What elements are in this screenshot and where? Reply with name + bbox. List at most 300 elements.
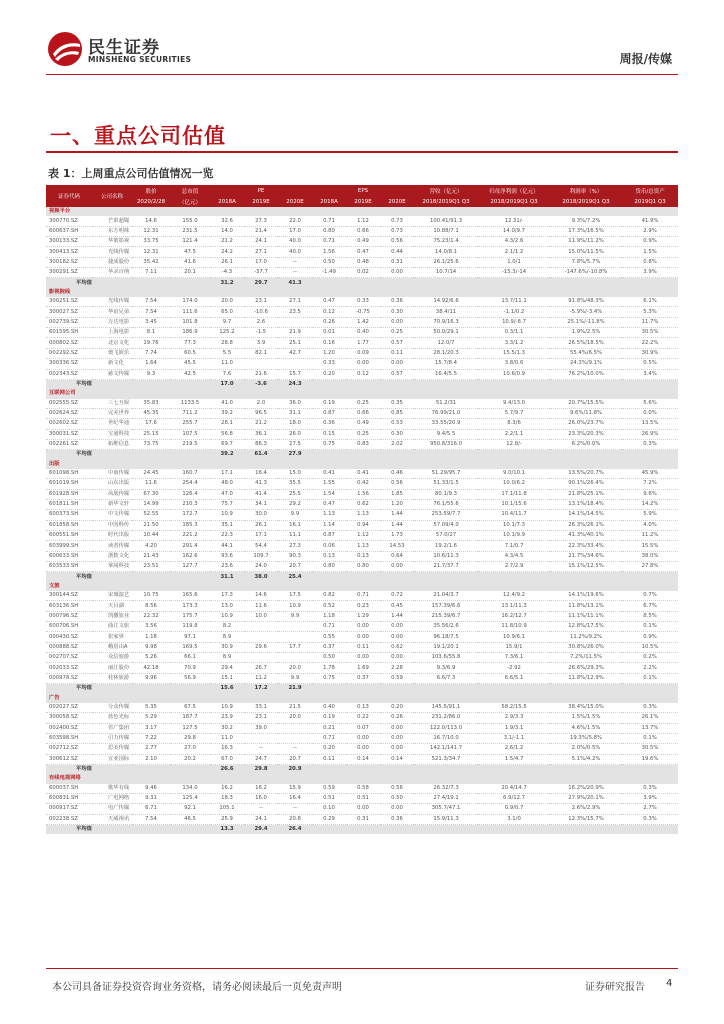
table-cell: 0.71 <box>312 733 346 743</box>
table-cell: 30.9% <box>622 348 678 358</box>
table-row <box>46 562 678 572</box>
table-cell: 北京文化 <box>92 338 132 348</box>
table-cell: 6.9/12.7 <box>478 793 550 803</box>
table-cell: 新华文轩 <box>92 499 132 509</box>
table-cell: 22.3%/33.4% <box>550 541 622 551</box>
table-cell: 1.5%/1.5% <box>550 713 622 723</box>
table-cell: 22.3 <box>210 531 244 541</box>
group-row <box>46 207 678 216</box>
table-cell: 600831.SH <box>46 793 92 803</box>
table-cell: 125.2 <box>210 328 244 338</box>
table-cell: 0.3/1.1 <box>478 328 550 338</box>
table-cell: 187.7 <box>170 713 210 723</box>
average-label: 平均值 <box>46 824 210 834</box>
table-cell: 0.06 <box>312 541 346 551</box>
table-cell: 2.0 <box>244 399 278 409</box>
table-cell: 0.82 <box>312 591 346 601</box>
table-cell: 28.1/20.3 <box>414 348 478 358</box>
table-cell: 600551.SH <box>46 531 92 541</box>
footer-divider <box>46 968 678 969</box>
table-cell <box>278 653 312 663</box>
table-cell: -- <box>278 744 312 754</box>
table-cell: 57.0/27 <box>414 531 478 541</box>
table-cell: 000430.SZ <box>46 632 92 642</box>
table-cell: 4.20 <box>132 541 170 551</box>
table-cell: 0.57 <box>380 338 414 348</box>
table-cell: 9.7 <box>210 317 244 327</box>
table-cell: 宋城演艺 <box>92 591 132 601</box>
table-cell: 42.5 <box>170 369 210 379</box>
table-cell: 0.14 <box>380 754 414 764</box>
table-cell: 603999.SH <box>46 541 92 551</box>
table-cell: 119.8 <box>170 622 210 632</box>
table-cell: 天威视讯 <box>92 814 132 824</box>
table-cell: 17.1/11.8 <box>478 489 550 499</box>
average-label: 平均值 <box>46 764 210 774</box>
table-row <box>46 439 678 449</box>
table-cell: 14.0/8.1 <box>414 247 478 257</box>
table-cell: 14.1%/19.6% <box>550 591 622 601</box>
table-cell: 90.1%/26.4% <box>550 479 622 489</box>
table-cell: 0.94 <box>346 520 380 530</box>
table-cell: 29.4 <box>210 663 244 673</box>
table-cell: 600633.SH <box>46 551 92 561</box>
table-row <box>46 510 678 520</box>
table-row <box>46 723 678 733</box>
average-row <box>46 379 678 389</box>
table-cell: 0.23 <box>346 601 380 611</box>
table-cell: 155.0 <box>170 216 210 226</box>
table-row <box>46 359 678 369</box>
header-sub: （亿元） <box>170 196 210 207</box>
table-cell: 9.96 <box>132 673 170 683</box>
table-cell: 000796.SZ <box>46 611 92 621</box>
table-cell: 0.47 <box>312 499 346 509</box>
table-cell: 9.3/6.9 <box>414 663 478 673</box>
table-cell: 10.75 <box>132 591 170 601</box>
table-cell: 172.7 <box>170 510 210 520</box>
table-cell: 33.1 <box>244 703 278 713</box>
group-row <box>46 774 678 783</box>
table-cell: 42.7 <box>278 348 312 358</box>
table-cell: 10.9 <box>278 601 312 611</box>
table-cell: 002624.SZ <box>46 408 92 418</box>
table-cell: -0.75 <box>346 307 380 317</box>
table-cell: 9.0/10.1 <box>478 469 550 479</box>
table-cell: 20.7 <box>278 754 312 764</box>
table-cell: 1.77 <box>346 338 380 348</box>
table-cell: 0.09 <box>346 348 380 358</box>
section-title: 一、重点公司估值 <box>50 124 226 148</box>
table-cell: 0.59 <box>312 784 346 794</box>
average-cell: 17.2 <box>244 684 278 694</box>
table-cell: 3.1/0 <box>478 814 550 824</box>
table-cell: 70.9 <box>170 663 210 673</box>
table-cell: 0.56 <box>380 237 414 247</box>
table-cell: 11.2% <box>622 531 678 541</box>
table-cell: 14.99 <box>132 499 170 509</box>
table-cell: 11.8%/12.9% <box>550 673 622 683</box>
table-cell: 1.9/3.1 <box>478 723 550 733</box>
table-cell: -1.5 <box>244 328 278 338</box>
average-cell: 38.0 <box>244 572 278 582</box>
table-cell: 0.20 <box>380 703 414 713</box>
table-cell: 41.3 <box>244 479 278 489</box>
table-cell: 25.1 <box>278 338 312 348</box>
table-cell: 39.0 <box>244 723 278 733</box>
table-cell: 27.8% <box>622 562 678 572</box>
table-row <box>46 754 678 764</box>
header-price: 股价 <box>132 185 170 196</box>
table-cell: 24.1 <box>244 814 278 824</box>
table-cell: 1.12 <box>346 531 380 541</box>
table-cell: 15.7 <box>278 369 312 379</box>
table-cell: 291.4 <box>170 541 210 551</box>
table-cell: 0.64 <box>380 551 414 561</box>
table-cell: 0.71 <box>312 237 346 247</box>
table-cell: 2.2% <box>622 663 678 673</box>
table-cell: 14.53 <box>380 541 414 551</box>
table-row <box>46 399 678 409</box>
table-cell: 13.7% <box>622 723 678 733</box>
table-cell: 8.1 <box>132 328 170 338</box>
table-cell: 002602.SZ <box>46 419 92 429</box>
table-cell: 21.50 <box>132 520 170 530</box>
table-cell: 8.56 <box>132 601 170 611</box>
table-cell: 22.2% <box>622 338 678 348</box>
table-cell: 2.77 <box>132 744 170 754</box>
table-cell: 215.39/6.7 <box>414 611 478 621</box>
table-cell: 0.75 <box>312 673 346 683</box>
table-cell <box>278 622 312 632</box>
table-cell: 0.0% <box>622 408 678 418</box>
table-cell: 0.00 <box>380 632 414 642</box>
table-row <box>46 328 678 338</box>
table-cell: 2.6%/2.9% <box>550 804 622 814</box>
table-cell: 0.31 <box>380 257 414 267</box>
table-cell: 0.87 <box>312 408 346 418</box>
table-cell: 7.2% <box>622 479 678 489</box>
group-name: 文旅 <box>46 582 678 591</box>
table-cell <box>244 622 278 632</box>
table-cell: 0.55 <box>312 632 346 642</box>
table-cell: 蓝色光标 <box>92 713 132 723</box>
table-cell: 9.31 <box>132 793 170 803</box>
header-sub: 2020/2/28 <box>132 196 170 207</box>
table-cell: 173.3 <box>170 601 210 611</box>
table-cell: 41.9% <box>622 216 678 226</box>
table-cell: 0.11 <box>312 754 346 764</box>
table-cell: 0.29 <box>312 814 346 824</box>
table-cell: 600037.SH <box>46 784 92 794</box>
table-cell: 15.0%/11.5% <box>550 247 622 257</box>
table-cell: 1.44 <box>380 611 414 621</box>
table-cell: 25.1%/-11.8% <box>550 317 622 327</box>
table-cell: 芒果超媒 <box>92 216 132 226</box>
table-cell: 0.11 <box>346 642 380 652</box>
table-cell: 254.4 <box>170 479 210 489</box>
table-cell: 0.40 <box>346 328 380 338</box>
table-cell: 华录百纳 <box>92 268 132 278</box>
table-cell: 广电网络 <box>92 793 132 803</box>
table-cell: 5.26 <box>132 653 170 663</box>
table-cell: 26.1/25.6 <box>414 257 478 267</box>
table-cell: 40.0 <box>278 237 312 247</box>
table-cell: 万达电影 <box>92 317 132 327</box>
table-cell: 45.9% <box>622 469 678 479</box>
table-cell: 26.1% <box>622 713 678 723</box>
table-cell: 105.1 <box>210 804 244 814</box>
table-cell: 歌华有线 <box>92 784 132 794</box>
table-cell: 38.4/11 <box>414 307 478 317</box>
table-cell: 曲江文旅 <box>92 622 132 632</box>
table-cell: 0.66 <box>346 408 380 418</box>
table-cell: 1.14 <box>312 520 346 530</box>
table-cell: 16.4 <box>244 469 278 479</box>
table-cell: 0.73 <box>380 216 414 226</box>
average-label: 平均值 <box>46 572 210 582</box>
table-cell: 47.0 <box>210 489 244 499</box>
table-cell: 20.7 <box>278 562 312 572</box>
table-cell: 0.8% <box>622 257 678 267</box>
table-cell: 3.56 <box>132 622 170 632</box>
table-cell: 16.1 <box>278 520 312 530</box>
table-cell: 30.0 <box>244 510 278 520</box>
average-row <box>46 572 678 582</box>
average-cell: 25.4 <box>278 572 312 582</box>
table-cell: 0.53 <box>380 419 414 429</box>
table-cell: 奥飞娱乐 <box>92 348 132 358</box>
table-cell: 603533.SH <box>46 562 92 572</box>
table-cell: 601019.SH <box>46 479 92 489</box>
table-cell: 41.0 <box>210 399 244 409</box>
table-cell: 21.04/3.7 <box>414 591 478 601</box>
table-cell: 5.5 <box>210 348 244 358</box>
table-cell: 300251.SZ <box>46 297 92 307</box>
table-cell: 51.33/1.5 <box>414 479 478 489</box>
table-cell: 300336.SZ <box>46 359 92 369</box>
table-cell: 24.7 <box>244 754 278 764</box>
table-cell: 19.76 <box>132 338 170 348</box>
table-cell: 0.7% <box>622 591 678 601</box>
table-cell: 22.0 <box>278 216 312 226</box>
table-cell: 36.0 <box>278 399 312 409</box>
average-cell: 24.3 <box>278 379 312 389</box>
table-cell: 省广集团 <box>92 723 132 733</box>
table-cell: 0.49 <box>346 419 380 429</box>
table-cell: 5.29 <box>132 713 170 723</box>
table-cell: 0.75 <box>312 439 346 449</box>
table-cell: 7.2%/11.5% <box>550 653 622 663</box>
table-cell: 17.0 <box>244 257 278 267</box>
table-cell: 90.3 <box>278 551 312 561</box>
table-cell: 76.1/55.6 <box>414 499 478 509</box>
table-cell: 109.7 <box>244 551 278 561</box>
page-header <box>0 0 724 78</box>
table-cell: 捷成股份 <box>92 257 132 267</box>
table-cell: 6.6/7.3 <box>414 673 478 683</box>
table-cell: 14.92/6.6 <box>414 297 478 307</box>
table-cell: 3.1/-1.1 <box>478 733 550 743</box>
average-filler <box>312 824 678 834</box>
table-cell: -- <box>278 804 312 814</box>
table-cell: 21.7/37.7 <box>414 562 478 572</box>
table-cell: 0.71 <box>312 216 346 226</box>
table-cell <box>278 733 312 743</box>
table-cell: -5.9%/-3.4% <box>550 307 622 317</box>
table-cell: -10.6 <box>244 307 278 317</box>
table-cell: 3.9% <box>622 793 678 803</box>
table-cell: 7.22 <box>132 733 170 743</box>
table-cell: 17.3%/16.5% <box>550 226 622 236</box>
table-cell: 91.8%/48.3% <box>550 297 622 307</box>
table-cell: 54.4 <box>244 541 278 551</box>
table-cell: 2.10 <box>132 754 170 764</box>
table-cell: 9.6% <box>622 489 678 499</box>
table-row <box>46 338 678 348</box>
table-cell: 掌阅科技 <box>92 562 132 572</box>
average-label: 平均值 <box>46 379 210 389</box>
table-cell: 6.1% <box>622 297 678 307</box>
brand-name-en: MINSHENG SECURITIES <box>88 55 192 64</box>
table-cell: 9.4/13.0 <box>478 399 550 409</box>
table-cell: 162.6 <box>170 551 210 561</box>
table-cell: 0.33 <box>312 359 346 369</box>
average-cell: 31.1 <box>210 572 244 582</box>
table-cell: 15.9/1 <box>478 642 550 652</box>
table-cell: 23.5 <box>278 307 312 317</box>
table-cell: 上海电影 <box>92 328 132 338</box>
brand-logo-icon <box>46 30 84 68</box>
header-sub: 2019E <box>244 196 278 207</box>
group-name: 广告 <box>46 694 678 703</box>
table-cell: 0.49 <box>346 237 380 247</box>
table-cell: 1.13 <box>346 541 380 551</box>
table-cell: 69.7 <box>210 439 244 449</box>
table-row <box>46 591 678 601</box>
table-cell: 时代出版 <box>92 531 132 541</box>
table-cell: 0.11 <box>380 348 414 358</box>
table-cell: 0.59 <box>380 673 414 683</box>
table-cell: 6.2%/0.0% <box>550 439 622 449</box>
table-cell: 51.29/95.7 <box>414 469 478 479</box>
table-header-row-sub <box>46 196 678 207</box>
table-cell: 0.00 <box>346 632 380 642</box>
table-cell: 73.75 <box>132 439 170 449</box>
average-cell: 26.4 <box>278 824 312 834</box>
table-cell: 11.6 <box>132 479 170 489</box>
table-cell: 101.8 <box>170 317 210 327</box>
table-cell: 2.0%/0.5% <box>550 744 622 754</box>
table-row <box>46 469 678 479</box>
table-cell: 41.4 <box>244 489 278 499</box>
table-cell: 000802.SZ <box>46 338 92 348</box>
table-cell: 20.0 <box>210 297 244 307</box>
table-cell: 16.2 <box>210 784 244 794</box>
table-cell: 002343.SZ <box>46 369 92 379</box>
header-sub: 2019E <box>346 196 380 207</box>
table-cell: 121.4 <box>170 237 210 247</box>
table-cell: 002033.SZ <box>46 663 92 673</box>
table-cell: 950.8/316.0 <box>414 439 478 449</box>
table-cell: 0.00 <box>380 744 414 754</box>
table-cell: 15.5% <box>622 541 678 551</box>
table-cell: 2.7% <box>622 804 678 814</box>
table-cell: 13.1/11.3 <box>478 601 550 611</box>
table-cell: 40.0 <box>278 247 312 257</box>
table-cell: -37.7 <box>244 268 278 278</box>
table-cell: 0.21 <box>312 723 346 733</box>
table-cell: 12.31 <box>132 247 170 257</box>
table-cell: 0.13 <box>346 551 380 561</box>
table-cell: 1.78 <box>312 663 346 673</box>
table-cell: 0.56 <box>380 784 414 794</box>
table-cell: 219.5 <box>170 439 210 449</box>
table-cell: 16.2/12.7 <box>478 611 550 621</box>
table-cell: 10.0 <box>244 611 278 621</box>
table-cell: 3.17 <box>132 723 170 733</box>
table-cell: 14.0/9.7 <box>478 226 550 236</box>
table-row <box>46 622 678 632</box>
table-cell: 000888.SZ <box>46 642 92 652</box>
group-row <box>46 582 678 591</box>
table-cell: 1.44 <box>380 520 414 530</box>
table-cell: 7.3/6.1 <box>478 653 550 663</box>
table-row <box>46 642 678 652</box>
table-cell: 7.6 <box>210 369 244 379</box>
table-cell: 26.6%/29.3% <box>550 663 622 673</box>
table-cell: 0.44 <box>380 247 414 257</box>
table-cell: 0.30 <box>380 307 414 317</box>
table-cell: 24.2 <box>210 247 244 257</box>
table-cell: 14.1%/14.5% <box>550 510 622 520</box>
table-cell: 14.6 <box>132 216 170 226</box>
table-cell: 77.3 <box>170 338 210 348</box>
table-cell: 拓维信息 <box>92 439 132 449</box>
table-cell: 0.50 <box>312 257 346 267</box>
table-cell: 0.57 <box>380 369 414 379</box>
table-row <box>46 601 678 611</box>
table-cell: 0.00 <box>346 653 380 663</box>
table-cell: 读者传媒 <box>92 541 132 551</box>
average-cell: 31.2 <box>210 278 244 288</box>
table-cell: 601595.SH <box>46 328 92 338</box>
table-cell: 55.4%/6.5% <box>550 348 622 358</box>
table-cell: 57.09/4.0 <box>414 520 478 530</box>
header-market-cap: 总市值 <box>170 185 210 196</box>
table-cell: 20.8 <box>278 814 312 824</box>
table-cell: 56.8 <box>210 429 244 439</box>
table-cell: 0.26 <box>380 713 414 723</box>
table-cell: 21.5 <box>278 703 312 713</box>
table-cell: 17.0 <box>278 226 312 236</box>
table-cell: 300413.SZ <box>46 247 92 257</box>
table-cell: 21.9 <box>278 328 312 338</box>
table-cell: 21.4 <box>244 226 278 236</box>
table-cell: 27.9%/20.1% <box>550 793 622 803</box>
table-cell: 300182.SZ <box>46 257 92 267</box>
table-cell <box>244 653 278 663</box>
table-row <box>46 297 678 307</box>
table-cell: 165.6 <box>170 591 210 601</box>
table-cell: 10.9/6.1 <box>478 632 550 642</box>
average-cell: 13.3 <box>210 824 244 834</box>
table-cell: 0.14 <box>346 754 380 764</box>
table-cell: 210.3 <box>170 499 210 509</box>
table-cell: 000978.SZ <box>46 673 92 683</box>
table-cell: 35.1 <box>210 520 244 530</box>
average-filler <box>312 684 678 694</box>
